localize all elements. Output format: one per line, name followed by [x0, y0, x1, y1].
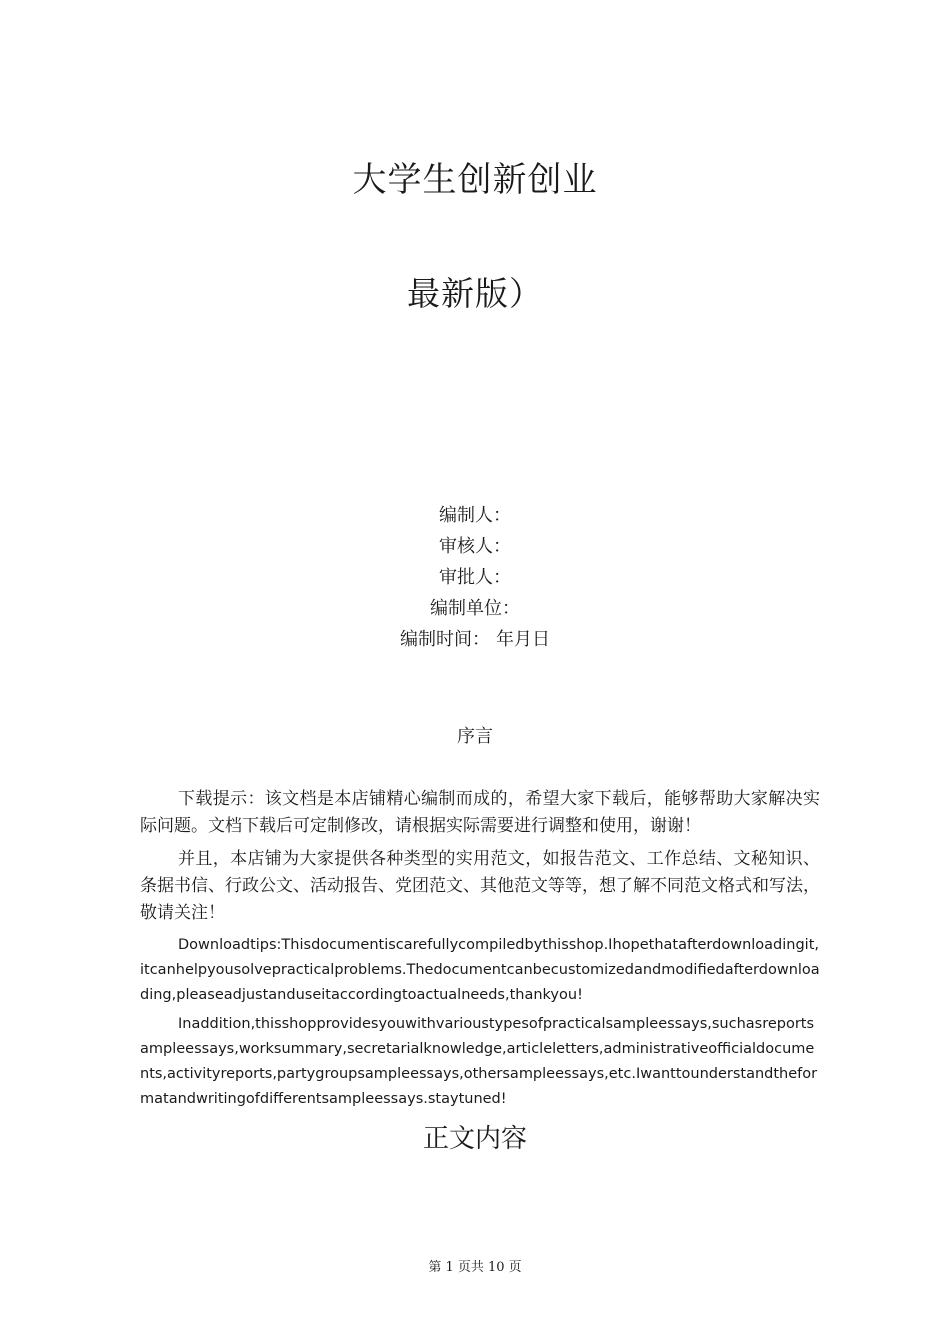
- document-subtitle: 最新版）: [407, 274, 543, 313]
- paragraph-download-tip-cn: 下载提示：该文档是本店铺精心编制而成的，希望大家下载后，能够帮助大家解决实际问题。文档下载后可定制修改，请根据实际需要进行调整和使用，谢谢！: [140, 789, 820, 836]
- meta-label: 编制人：: [439, 505, 511, 526]
- paragraph-shop-intro-en: Inaddition,thisshopprovidesyouwithvarioustypesofpracticalsampleessays,suchasreportsampleessays,worksummary,secretarialknowledge,articleletters,administrativeofficialdocuments,activityreports,partygroupsampleessays,othersampleessays,etc.Iwanttounderstandtheformatandwritingofdifferentsampleessays.staytuned!: [140, 1016, 818, 1107]
- meta-label: 编制单位：: [430, 598, 520, 619]
- meta-row-date: [0, 624, 950, 655]
- meta-row-compiler: [0, 500, 950, 531]
- meta-row-reviewer: [0, 531, 950, 562]
- paragraph-shop-intro-cn: 并且，本店铺为大家提供各种类型的实用范文，如报告范文、工作总结、文秘知识、条据书信、行政公文、活动报告、党团范文、其他范文等等，想了解不同范文格式和写法，敬请关注！: [140, 849, 820, 923]
- meta-label: 编制时间：: [400, 629, 490, 650]
- meta-row-approver: [0, 562, 950, 593]
- meta-value-date: 年月日: [496, 629, 550, 650]
- preface-heading: 序言: [457, 726, 493, 747]
- document-meta-block: [0, 500, 950, 655]
- preface-body: [140, 786, 820, 1112]
- page-footer: 第 1 页共 10 页: [428, 1260, 522, 1275]
- meta-label: 审核人：: [439, 536, 511, 557]
- document-title: 大学生创新创业: [352, 160, 598, 200]
- meta-row-unit: [0, 593, 950, 624]
- main-content-heading: 正文内容: [422, 1124, 527, 1154]
- meta-label: 审批人：: [439, 567, 511, 588]
- paragraph-download-tip-en: Downloadtips:Thisdocumentiscarefullycompiledbythisshop.Ihopethatafterdownloadingit,itcanhelpyousolvepracticalproblems.Thedocumentcanbecustomizedandmodifiedafterdownloading,pleaseadjustanduseitaccordingtoactualneeds,thankyou!: [140, 937, 820, 1003]
